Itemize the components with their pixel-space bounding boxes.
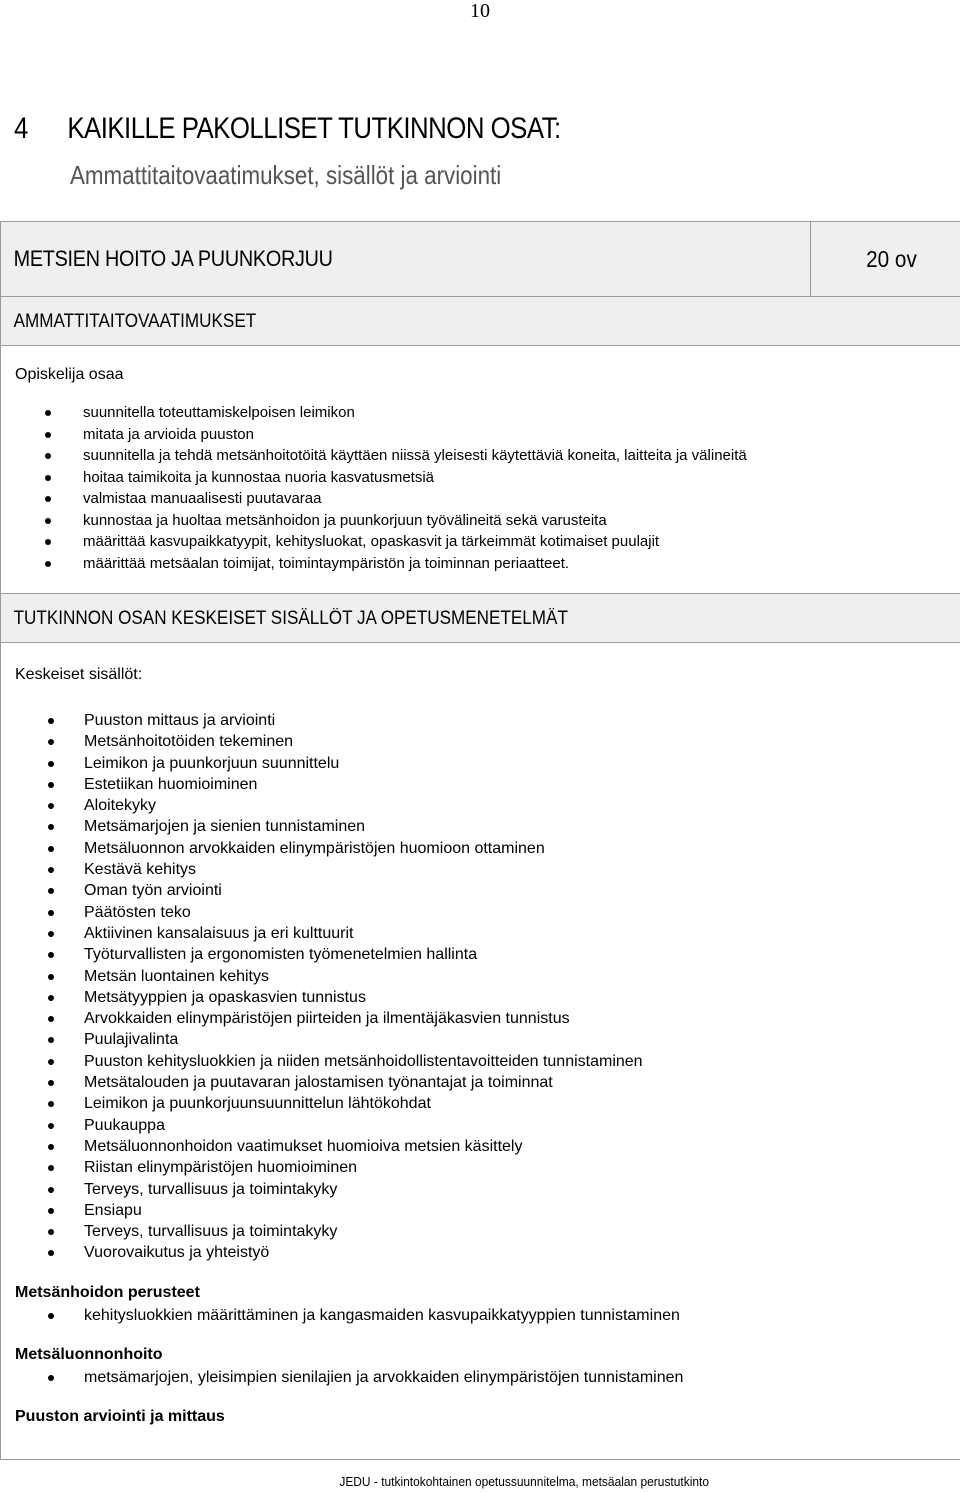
contents-header: TUTKINNON OSAN KESKEISET SISÄLLÖT JA OPETUSMENETELMÄT: [13, 608, 568, 629]
section-list: [1, 1364, 960, 1389]
requirements-header-cell: [1, 297, 960, 346]
requirements-lead: Opiskelija osaa: [15, 366, 124, 383]
list-item: Arvokkaiden elinympäristöjen piirteiden ja ilmentäjäkasvien tunnistus: [84, 1008, 960, 1029]
contents-header-cell: [1, 594, 960, 643]
module-title: METSIEN HOITO JA PUUNKORJUU: [13, 246, 333, 271]
section-list: [1, 1302, 960, 1327]
requirements-header: AMMATTITAITOVAATIMUKSET: [13, 311, 257, 332]
section-title: Metsänhoidon perusteet: [15, 1283, 200, 1301]
list-item: Päätösten teko: [84, 902, 960, 923]
chapter-subtitle: Ammattitaitovaatimukset, sisällöt ja arviointi: [70, 160, 502, 190]
list-item: mitata ja arvioida puuston: [83, 424, 960, 446]
list-item: Metsämarjojen ja sienien tunnistaminen: [84, 816, 960, 837]
list-item: Terveys, turvallisuus ja toimintakyky: [84, 1221, 960, 1242]
contents-body: [1, 643, 960, 1460]
list-item: Leimikon ja puunkorjuun suunnittelu: [84, 753, 960, 774]
module-title-cell: [1, 222, 811, 297]
list-item: valmistaa manuaalisesti puutavaraa: [83, 488, 960, 510]
requirements-list: [1, 384, 960, 574]
chapter-title: KAIKILLE PAKOLLISET TUTKINNON OSAT:: [67, 112, 561, 145]
list-item: Oman työn arviointi: [84, 880, 960, 901]
list-item: määrittää kasvupaikkatyypit, kehitysluokat, opaskasvit ja tärkeimmät kotimaiset puulajit: [83, 531, 960, 553]
chapter-number: 4: [14, 112, 28, 145]
module-table: [0, 221, 960, 1460]
module-credits: 20 ov: [866, 246, 917, 272]
section-title: Metsäluonnonhoito: [15, 1345, 163, 1363]
list-item: Metsänhoitotöiden tekeminen: [84, 731, 960, 752]
list-item: Vuorovaikutus ja yhteistyö: [84, 1242, 960, 1263]
list-item: suunnitella ja tehdä metsänhoitotöitä käyttäen niissä yleisesti käytettäviä koneita, laitteita ja välineitä: [83, 445, 960, 467]
list-item: hoitaa taimikoita ja kunnostaa nuoria kasvatusmetsiä: [83, 467, 960, 489]
list-item: Metsäluonnonhoidon vaatimukset huomioiva metsien käsittely: [84, 1136, 960, 1157]
list-item: Puukauppa: [84, 1115, 960, 1136]
list-item: Aktiivinen kansalaisuus ja eri kulttuurit: [84, 923, 960, 944]
contents-lead: Keskeiset sisällöt:: [15, 666, 143, 683]
list-item: Terveys, turvallisuus ja toimintakyky: [84, 1179, 960, 1200]
list-item: Työturvallisten ja ergonomisten työmenetelmien hallinta: [84, 944, 960, 965]
footer-text: JEDU - tutkintokohtainen opetussuunnitelma, metsäalan perustutkinto: [339, 1474, 709, 1489]
list-item: metsämarjojen, yleisimpien sienilajien ja arvokkaiden elinympäristöjen tunnistaminen: [84, 1367, 960, 1389]
list-item: Leimikon ja puunkorjuunsuunnittelun lähtökohdat: [84, 1093, 960, 1114]
list-item: suunnitella toteuttamiskelpoisen leimikon: [83, 402, 960, 424]
list-item: Puuston kehitysluokkien ja niiden metsänhoidollistentavoitteiden tunnistaminen: [84, 1051, 960, 1072]
section-title: Puuston arviointi ja mittaus: [15, 1407, 225, 1425]
list-item: Metsän luontainen kehitys: [84, 966, 960, 987]
list-item: Puulajivalinta: [84, 1029, 960, 1050]
list-item: Ensiapu: [84, 1200, 960, 1221]
requirements-body: [1, 346, 960, 594]
list-item: kunnostaa ja huoltaa metsänhoidon ja puunkorjuun työvälineitä sekä varusteita: [83, 510, 960, 532]
page-footer: [38, 1474, 921, 1489]
list-item: Riistan elinympäristöjen huomioiminen: [84, 1157, 960, 1178]
list-item: kehitysluokkien määrittäminen ja kangasmaiden kasvupaikkatyyppien tunnistaminen: [84, 1305, 960, 1327]
module-credits-cell: [811, 222, 960, 297]
list-item: Kestävä kehitys: [84, 859, 960, 880]
page-number: 10: [470, 0, 490, 22]
chapter-heading: [14, 112, 561, 146]
list-item: Metsätalouden ja puutavaran jalostamisen työnantajat ja toiminnat: [84, 1072, 960, 1093]
contents-list: [1, 684, 960, 1264]
list-item: Aloitekyky: [84, 795, 960, 816]
list-item: määrittää metsäalan toimijat, toimintaympäristön ja toiminnan periaatteet.: [83, 553, 960, 575]
list-item: Metsätyyppien ja opaskasvien tunnistus: [84, 987, 960, 1008]
list-item: Metsäluonnon arvokkaiden elinympäristöjen huomioon ottaminen: [84, 838, 960, 859]
list-item: Estetiikan huomioiminen: [84, 774, 960, 795]
list-item: Puuston mittaus ja arviointi: [84, 710, 960, 731]
